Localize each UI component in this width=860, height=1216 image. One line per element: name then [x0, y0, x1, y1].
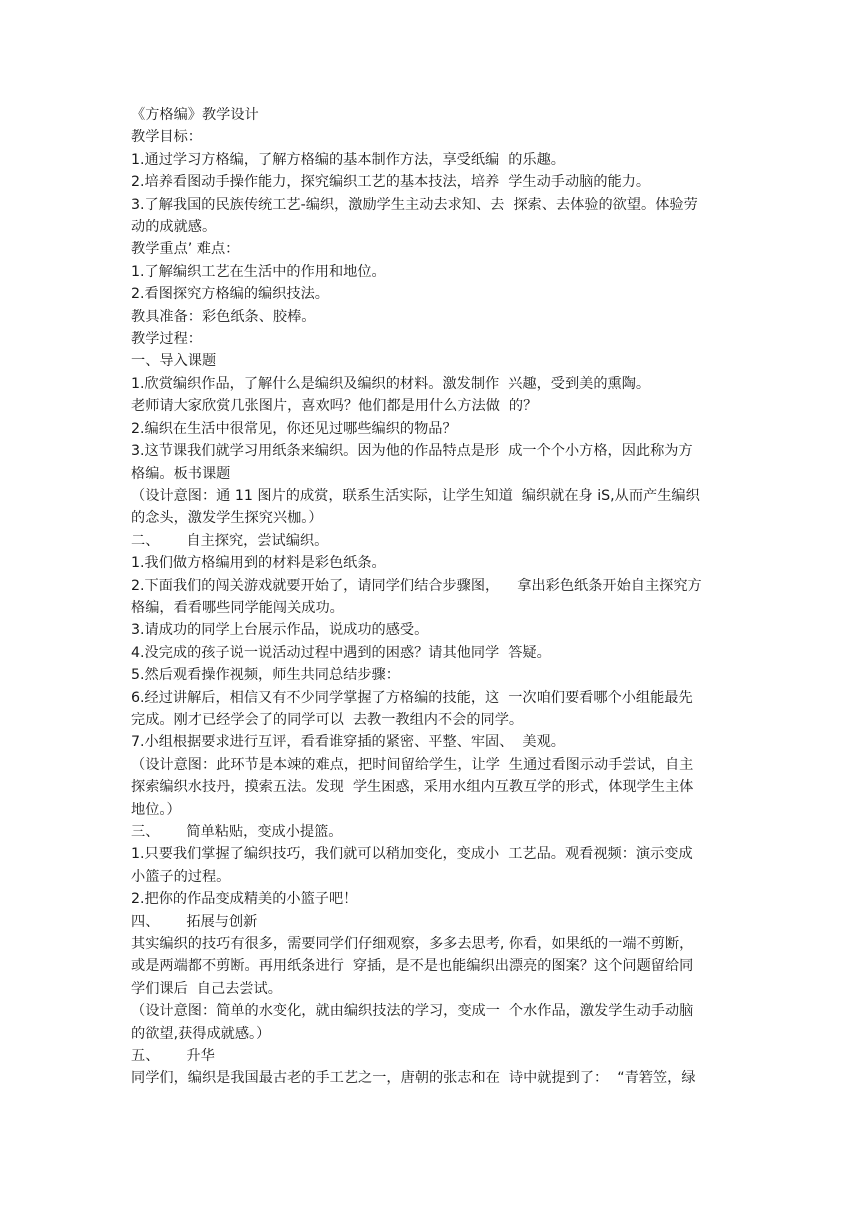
text-line: 动的成就感。 [131, 219, 217, 236]
text-line: 2.编织在生活中很常见，你还见过哪些编织的物品？ [131, 420, 457, 437]
text-line: 1.欣赏编织作品，了解什么是编织及编织的材料。激发制作 兴趣，受到美的熏陶。 [131, 375, 651, 392]
text-line: 2.把你的作品变成精美的小篮子吧！ [131, 891, 358, 908]
text-line: 7.小组根据要求进行互评，看看谁穿插的紧密、平整、牢固、 美观。 [131, 734, 565, 751]
text-line: 3.这节课我们就学习用纸条来编织。因为他的作品特点是形 成一个个小方格，因此称为方 [131, 443, 693, 460]
section-heading-process: 教学过程： [131, 331, 202, 348]
text-line: （设计意图：此环节是本竦的难点，把时间留给学生，让学 生通过看图示动手尝试，自主 [131, 756, 694, 773]
section-heading-goals: 教学目标： [131, 129, 202, 146]
text-line: 的欲望,获得成就感。） [131, 1025, 271, 1042]
text-line: 1.我们做方格编用到的材料是彩色纸条。 [131, 555, 386, 572]
text-line: 2.培养看图动手操作能力，探究编织工艺的基本技法，培养 学生动手动脑的能力。 [131, 174, 651, 191]
text-line: 的念头，激发学生探究兴枷。） [131, 510, 323, 527]
text-line: 1.只要我们掌握了编织技巧，我们就可以稍加变化，变成小 工艺品。观看视频：演示变成 [131, 846, 693, 863]
section-heading-5: 五、 升华 [131, 1048, 215, 1065]
text-line: 地位。） [131, 801, 181, 818]
text-line: 2.看图探究方格编的编织技法。 [131, 286, 329, 303]
section-heading-1: 一、导入课题 [131, 353, 217, 370]
text-line: 格编，看看哪些同学能闯关成功。 [131, 599, 344, 616]
text-line: 完成。刚才已经学会了的同学可以 去教一教组内不会的同学。 [131, 711, 524, 728]
text-line: 探索编织水技丹，摸索五法。发现 学生困惑，采用水组内互教互学的形式，体现学生主体 [131, 779, 694, 796]
text-line: 1.了解编织工艺在生活中的作用和地位。 [131, 263, 386, 280]
document-title: 《方格编》教学设计 [131, 107, 259, 123]
section-heading-3: 三、 简单粘贴，变成小提篮。 [131, 824, 343, 840]
text-line: （设计意图：简单的水变化，就由编织技法的学习，变成一 个水作品，激发学生动手动脑 [131, 1003, 694, 1020]
text-line: 1.通过学习方格编，了解方格编的基本制作方法，享受纸编 的乐趣。 [131, 151, 565, 168]
section-heading-key-points: 教学重点’ 难点： [131, 241, 240, 258]
text-line: 3.请成功的同学上台展示作品，说成功的感受。 [131, 622, 429, 639]
text-line: 格编。板书课题 [131, 465, 231, 482]
text-line: 5.然后观看操作视频，师生共同总结步骤： [131, 667, 400, 684]
text-line: （设计意图：通 11 图片的成赏，联系生活实际，让学生知道 编织就在身 iS,从而产生编织 [131, 487, 700, 504]
text-line: 或是两端都不剪断。再用纸条进行 穿插，是不是也能编织出漂亮的图案？这个问题留给同 [131, 958, 694, 975]
text-line: 其实编织的技巧有很多，需要同学们仔细观察，多多去思考, 你看，如果纸的一端不剪断， [131, 936, 694, 953]
text-line: 3.了解我国的民族传统工艺-编织，激励学生主动去求知、去 探索、去体验的欲望。体验劳 [131, 196, 698, 213]
section-heading-4: 四、 拓展与创新 [131, 913, 258, 930]
text-line: 2.下面我们的闯关游戏就要开始了，请同学们结合步骤图， 拿出彩色纸条开始自主探究方 [131, 577, 702, 594]
text-line: 6.经过讲解后，相信又有不少同学掌握了方格编的技能，这 一次咱们要看哪个小组能最先 [131, 689, 693, 706]
text-line: 老师请大家欣赏几张图片，喜欢吗？他们都是用什么方法做 的？ [131, 398, 538, 415]
text-line: 教具准备：彩色纸条、胶棒。 [131, 308, 316, 325]
text-line: 同学们，编织是我国最古老的手工艺之一，唐朝的张志和在 诗中就提到了： “青箬笠，绿 [131, 1070, 696, 1087]
section-heading-2: 二、 自主探究，尝试编织。 [131, 532, 329, 549]
text-line: 4.没完成的孩子说一说活动过程中遇到的困惑？请其他同学 答疑。 [131, 644, 551, 661]
text-line: 学们课后 自己去尝试。 [131, 980, 282, 997]
text-line: 小篮子的过程。 [131, 868, 231, 885]
